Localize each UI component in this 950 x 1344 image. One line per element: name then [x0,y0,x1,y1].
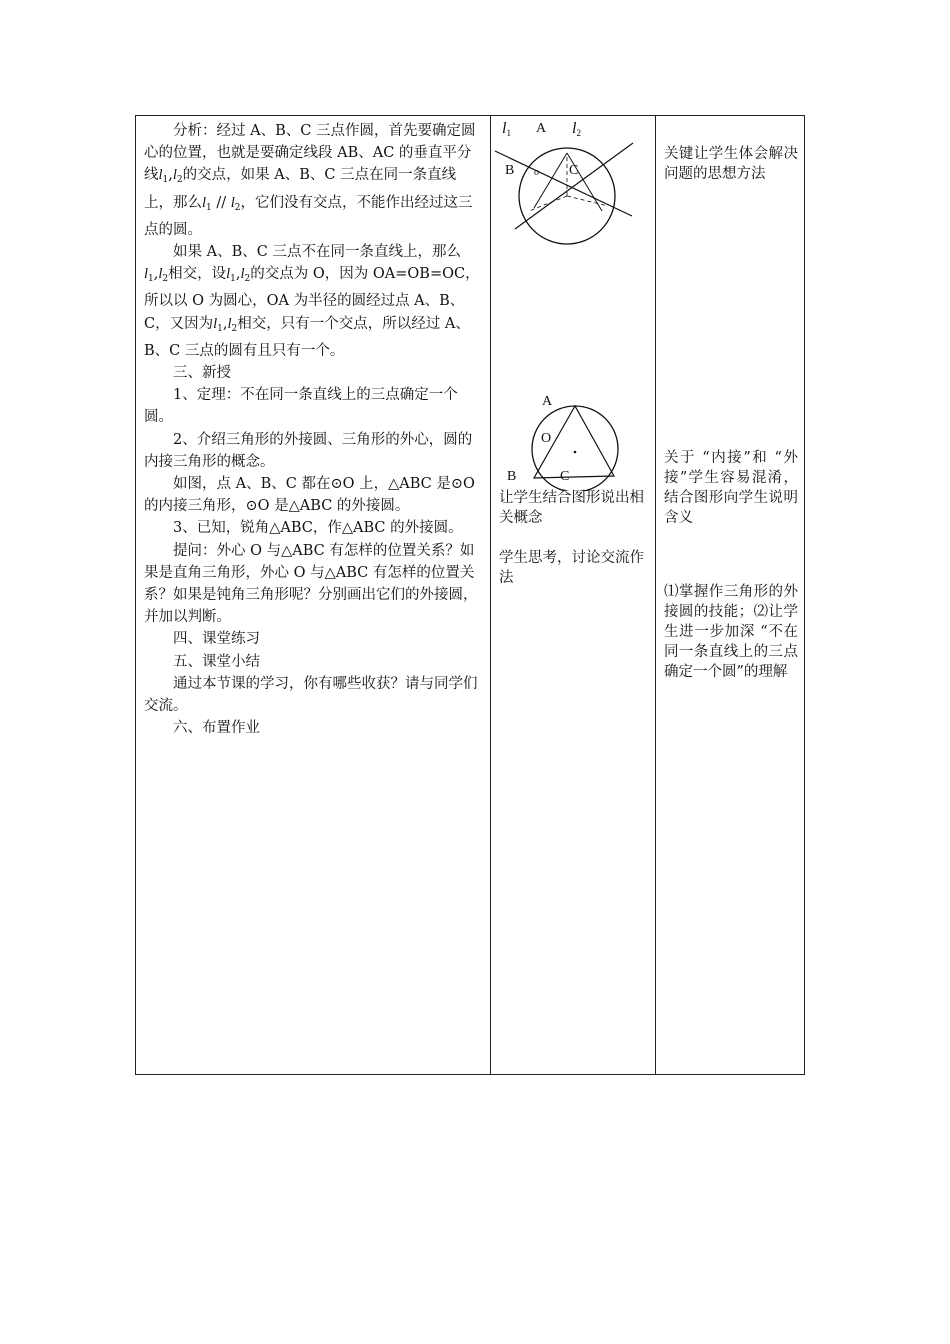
example-paragraph: 如图，点 A、B、C 都在⊙O 上，△ABC 是⊙O 的内接三角形，⊙O 是△ABC 的外接圆。 [144,476,475,515]
bisector-line-l1 [495,151,632,216]
label-b: B [507,469,517,484]
lesson-table [135,115,805,1075]
section-heading: 三、新授 [173,365,231,382]
intent-note-3: ⑴掌握作三角形的外接圆的技能；⑵让学生进一步加深 “不在同一条直线上的三点确定一个圆”的理解 [664,584,798,680]
label-o: O [541,431,552,446]
label-c: C [569,163,579,178]
question-paragraph: 提问：外心 O 与△ABC 有怎样的位置关系？如果是直角三角形，外心 O 与△ABC 有怎样的位置关系？如果是钝角三角形呢？分别画出它们的外接圆，并加以判断。 [144,542,478,626]
design-intent-column [655,116,806,1074]
label-l2: $l_2$ [572,120,581,138]
theorem-item: 1、定理：不在同一条直线上的三点确定一个圆。 [144,387,458,426]
section-heading: 六、布置作业 [173,720,260,737]
summary-paragraph: 通过本节课的学习，你有哪些收获？请与同学们交流。 [144,675,478,715]
inscribed-triangle-figure [490,391,655,491]
construction-item: 3、已知，锐角△ABC，作△ABC 的外接圆。 [173,520,463,537]
perpendicular-bisector-figure [490,116,655,256]
label-c: C [560,469,570,484]
student-activity-column [490,116,655,1074]
teaching-content-column [136,116,490,1074]
activity-note-2: 学生思考，讨论交流作法 [499,550,644,586]
section-heading: 四、课堂练习 [173,631,260,648]
concept-item: 2、介绍三角形的外接圆、三角形的外心，圆的内接三角形的概念。 [144,431,473,470]
radius-oc [567,196,608,206]
intent-note-2: 关于 “内接”和 “外接”学生容易混淆，结合图形向学生说明含义 [664,450,798,526]
label-a: A [542,394,553,409]
chord-ac [567,153,602,211]
bisector-line-l2 [515,143,633,229]
intent-note-1: 关键让学生体会解决问题的思想方法 [664,146,798,182]
chord-ab [534,153,567,208]
center-point [574,451,577,454]
activity-note-1: 让学生结合图形说出相关概念 [499,490,644,526]
label-o: o [534,167,539,178]
analysis-paragraph-1: 分析：经过 A、B、C 三点作圆，首先要确定圆心的位置，也就是要确定线段 AB、AC 的垂直平分线$l_1,l_2$的交点，如果 A、B、C 三点在同一条直线上，那么$l_1 // l_2$，它们没有交点，不能作出经过这三点的圆。 [144,123,476,238]
label-l1: $l_1$ [502,120,511,138]
label-a: A [536,121,547,136]
radius-ob [529,196,567,211]
section-heading: 五、课堂小结 [173,653,260,670]
label-b: B [505,163,515,178]
analysis-paragraph-2: 如果 A、B、C 三点不在同一条直线上，那么$l_1,l_2$相交，设$l_1,l_2$的交点为 O，因为 OA=OB=OC，所以以 O 为圆心，OA 为半径的圆经过点 A、B、C，又因为$l_1,l_2$相交，只有一个交点，所以经过 A、B、C 三点的圆有且只有一个。 [144,244,480,359]
